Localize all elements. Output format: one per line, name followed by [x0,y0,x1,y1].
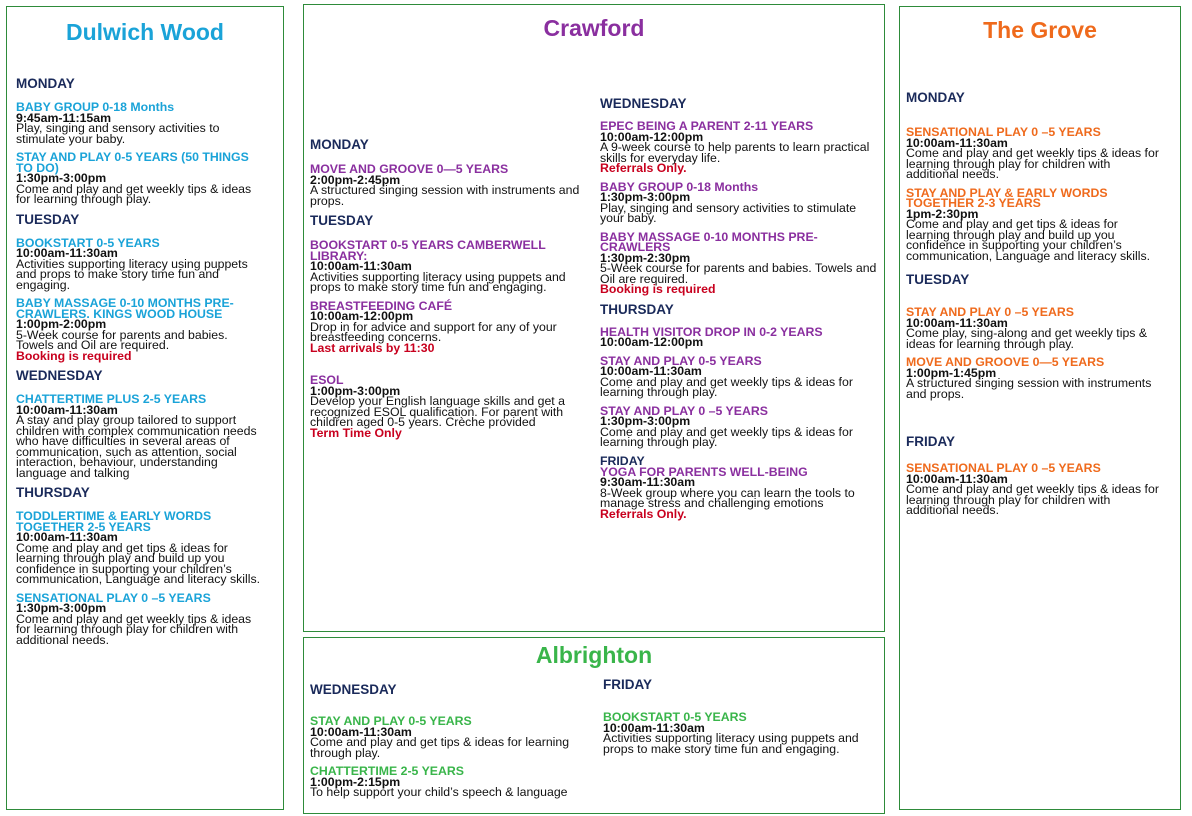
session-entry [600,229,880,296]
panel-title: Dulwich Wood [65,19,224,45]
session-description: Develop your English language skills and get a recognized ESOL qualification. For parent with children aged 0-5 years. Crèche provided [310,394,565,429]
session-title: CHATTERTIME PLUS 2-5 YEARS [16,392,207,406]
session-title: SENSATIONAL PLAY 0 –5 YEARS [16,590,211,605]
session-entry [16,590,266,647]
session-time: 10:00am-11:30am [906,471,1008,486]
session-time: 1:30pm-2:30pm [600,250,691,265]
session-time: 10:00am-11:30am [16,246,118,260]
session-time: 1pm-2:30pm [906,206,979,221]
session-entry [906,463,1161,516]
session-description: A stay and play group tailored to support children with complex communication needs who have difficulties in several areas of communication, such as attention, social interaction, behaviour, understanding language and talking [16,413,257,480]
panel-title: Crawford [543,15,645,41]
session-note: Last arrivals by 11:30 [310,340,435,355]
session-title: YOGA FOR PARENTS WELL-BEING [600,464,808,479]
session-time: 10:00am-12:00pm [310,309,414,323]
session-time: 1:00pm-2:00pm [16,317,107,331]
day-heading: TUESDAY [310,213,374,228]
session-time: 10:00am-11:30am [310,724,412,739]
session-entry [310,375,588,438]
session-title: BOOKSTART 0-5 YEARS [603,710,747,724]
session-entry [600,324,880,349]
session-entry [16,235,266,292]
session-time: 1:30pm-3:00pm [16,601,107,615]
session-title: MOVE AND GROOVE 0—5 YEARS [310,162,509,176]
session-title: BREASTFEEDING CAFÉ [310,298,453,313]
day-heading: WEDNESDAY [310,682,397,697]
session-description: 5-Week course for parents and babies. Towels and Oil are required. [16,327,228,352]
session-entry [310,716,582,758]
session-title: BABY MASSAGE 0-10 MONTHS PRE-CRAWLERS [600,229,818,254]
session-entry [310,298,588,355]
session-description: Drop in for advice and support for any of your breastfeeding concerns. [310,319,557,344]
session-title: SENSATIONAL PLAY 0 –5 YEARS [906,125,1101,139]
session-entry [310,164,588,206]
session-description: 8-Week group where you can learn the tools to manage stress and challenging emotions [600,485,855,510]
dulwich-wood-panel [6,6,284,810]
session-time: 10:00am-11:30am [600,364,702,378]
session-note: Term Time Only [310,425,402,440]
session-time: 9:30am-11:30am [600,475,696,489]
albrighton-left-column [310,683,582,806]
session-title: SENSATIONAL PLAY 0 –5 YEARS [906,461,1101,475]
session-note: Booking is required [600,282,716,296]
session-description: Come and play and get tips & ideas for learning through play and build up you confidence in supporting your children’s communication, Language and literacy skills. [906,217,1151,263]
session-title: STAY AND PLAY & EARLY WORDS TOGETHER 2-3 YEARS [906,185,1108,210]
session-description: Come and play and get tips & ideas for learning through play. [310,735,570,760]
session-note: Referrals Only. [600,161,687,175]
session-time: 10:00am-11:30am [603,720,705,735]
day-heading: THURSDAY [600,301,674,317]
session-time: 1:00pm-3:00pm [310,383,401,398]
session-entry [310,240,588,293]
session-description: Come and play and get weekly tips & ideas for learning through play for children with additional needs. [906,146,1159,181]
session-title: MOVE AND GROOVE 0—5 YEARS [906,355,1105,369]
grove-schedule [906,91,1161,524]
session-entry [600,121,880,174]
session-title: BOOKSTART 0-5 YEARS [16,235,160,250]
session-time: 9:45am-11:15am [16,110,112,125]
session-note: Referrals Only. [600,506,687,521]
session-description: Come and play and get weekly tips & ideas for learning through play for children with additional needs. [16,611,252,647]
session-entry [906,357,1161,399]
day-heading: THURSDAY [16,485,90,500]
session-description: A structured singing session with instruments and props. [906,376,1152,401]
session-title: STAY AND PLAY 0-5 YEARS (50 THINGS TO DO) [16,150,249,175]
session-title: ESOL [310,373,344,387]
session-description: Come and play and get tips & ideas for learning through play and build up you confidence in supporting your children’s communication, Language and literacy skills. [16,540,261,586]
day-heading: WEDNESDAY [16,368,103,383]
day-heading: WEDNESDAY [600,96,687,111]
albrighton-right-column [603,678,879,762]
session-title: BABY GROUP 0-18 Months [600,179,759,194]
the-grove-panel [899,6,1181,810]
session-description: Play, singing and sensory activities to stimulate your baby. [600,200,857,225]
session-title: STAY AND PLAY 0 –5 YEARS [600,403,768,418]
day-heading: MONDAY [16,76,75,91]
session-time: 1:30pm-3:00pm [16,171,107,185]
session-description: A 9-week course to help parents to learn practical skills for everyday life. [600,140,870,165]
crawford-left-column [310,138,588,446]
session-entry [906,307,1161,349]
session-entry [16,511,266,585]
crawford-right-column [600,97,880,527]
session-title: CHATTERTIME 2-5 YEARS [310,764,464,778]
session-description: Activities supporting literacy using puppets and props to make story time fun and engaging. [16,256,248,292]
day-heading: TUESDAY [906,272,970,287]
session-description: Come and play and get weekly tips & ideas for learning through play. [16,181,252,206]
session-title: EPEC BEING A PARENT 2-11 YEARS [600,119,814,133]
session-description: To help support your child’s speech & language [310,785,568,799]
day-heading: MONDAY [906,90,965,105]
session-description: Come and play and get weekly tips & ideas for learning through play for children with additional needs. [906,482,1159,517]
session-entry [16,102,266,144]
session-time: 10:00am-11:30am [16,530,118,544]
session-description: 5-Week course for parents and babies. Towels and Oil are required. [600,261,877,286]
session-time: 10:00am-12:00pm [600,335,704,349]
day-heading: FRIDAY [603,677,653,692]
session-description: Come and play and get weekly tips & ideas for learning through play. [600,424,853,449]
session-entry [600,179,880,225]
session-time: 1:00pm-1:45pm [906,365,997,380]
albrighton-panel [303,637,885,814]
session-title: BOOKSTART 0-5 YEARS CAMBERWELL LIBRARY: [310,238,546,263]
session-time: 1:30pm-3:00pm [600,414,691,428]
panel-title: Albrighton [535,642,653,668]
crawford-panel [303,4,885,632]
session-title: HEALTH VISITOR DROP IN 0-2 YEARS [600,324,823,339]
session-entry [310,766,582,798]
session-title: BABY GROUP 0-18 Months [16,100,175,114]
session-time: 2:00pm-2:45pm [310,172,401,187]
session-description: Activities supporting literacy using puppets and props to make story time fun and engaging. [603,731,859,756]
dulwich-schedule [16,77,266,653]
day-heading: TUESDAY [16,211,80,227]
session-title: STAY AND PLAY 0 –5 YEARS [906,305,1074,319]
session-entry [600,353,880,399]
session-title: STAY AND PLAY 0-5 YEARS [600,353,762,368]
session-time: 10:00am-11:30am [906,315,1008,330]
session-entry [16,298,266,361]
session-description: Come play, sing-along and get weekly tips & ideas for learning through play. [906,326,1148,351]
session-time: 10:00am-11:30am [310,259,412,273]
session-title: TODDLERTIME & EARLY WORDS TOGETHER 2-5 YEARS [16,509,212,534]
session-time: 1:30pm-3:00pm [600,190,691,204]
session-description: Come and play and get weekly tips & ideas for learning through play. [600,374,853,399]
session-title: BABY MASSAGE 0-10 MONTHS PRE-CRAWLERS. KINGS WOOD HOUSE [16,296,234,321]
session-entry [603,712,879,754]
session-title: STAY AND PLAY 0-5 YEARS [310,714,472,728]
session-note: Booking is required [16,348,132,363]
session-entry [600,464,880,521]
day-heading: MONDAY [310,137,369,152]
session-entry [906,185,1161,263]
session-entry [16,152,266,205]
session-entry [16,394,266,478]
session-time: 10:00am-12:00pm [600,129,704,144]
session-description: Play, singing and sensory activities to stimulate your baby. [16,121,220,146]
panel-title: The Grove [983,17,1097,43]
session-description: Activities supporting literacy using puppets and props to make story time fun and engaging. [310,269,566,294]
session-time: 1:00pm-2:15pm [310,774,401,789]
session-time: 10:00am-11:30am [16,402,118,417]
day-heading: FRIDAY [906,434,956,449]
session-entry [906,127,1161,180]
session-entry [600,403,880,449]
session-description: A structured singing session with instruments and props. [310,183,580,208]
session-time: 10:00am-11:30am [906,135,1008,150]
day-heading: FRIDAY [600,453,645,468]
